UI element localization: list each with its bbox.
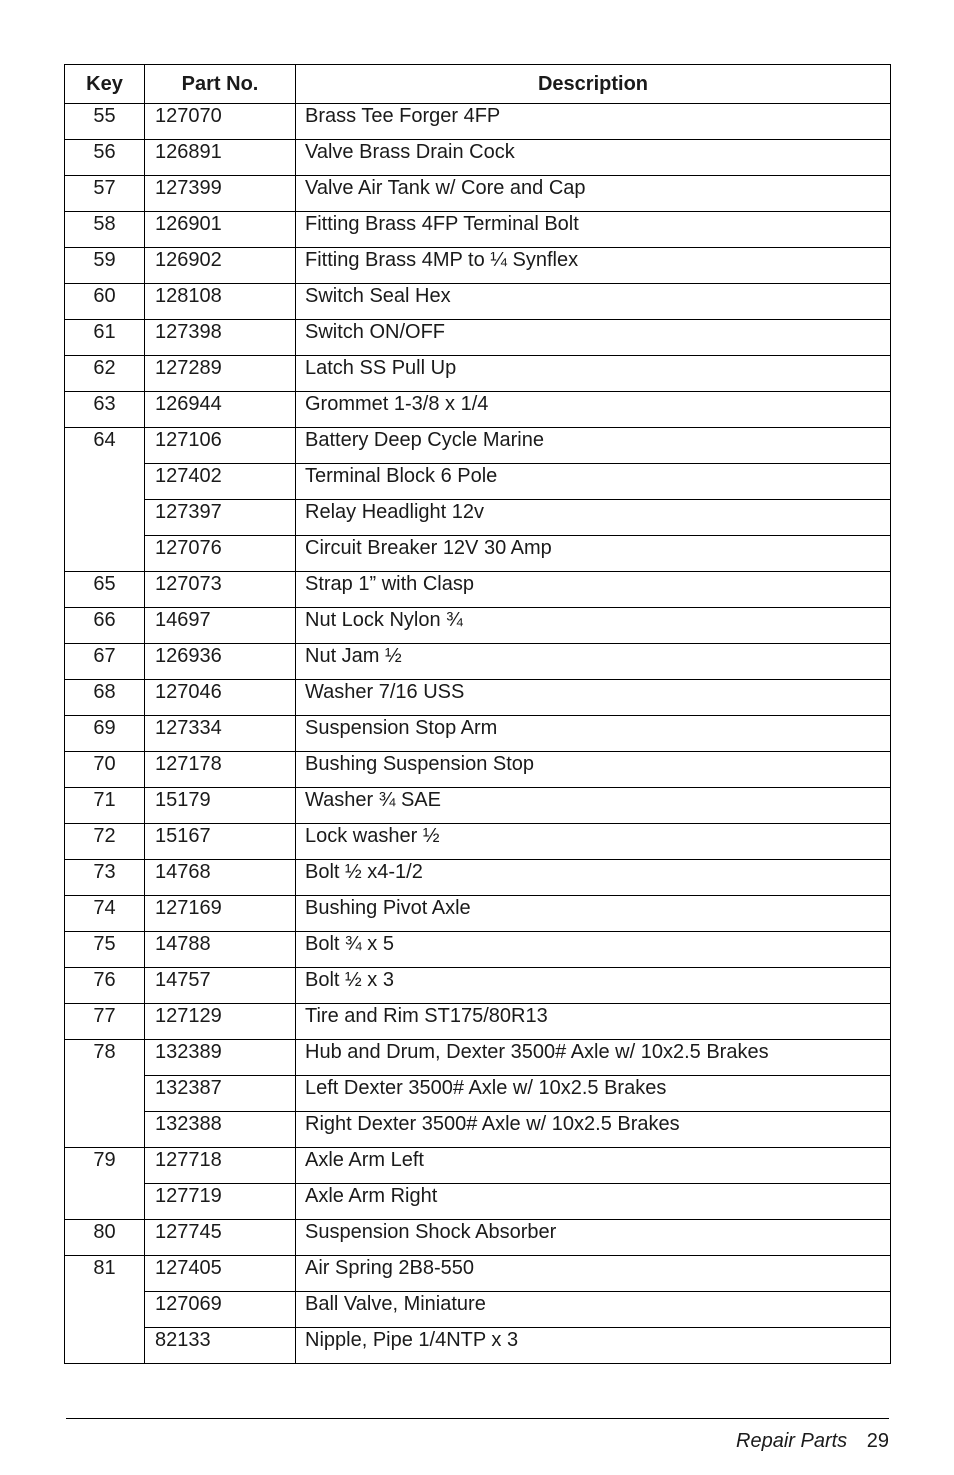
key-cell [65,1076,145,1112]
part-number-cell: 127070 [145,104,296,140]
table-row [65,104,891,140]
table-header-row [65,65,891,104]
key-cell: 64 [65,428,145,464]
table-row [65,248,891,284]
table-row [65,680,891,716]
description-cell: Bushing Pivot Axle [296,896,891,932]
key-cell [65,500,145,536]
table-row [65,1328,891,1364]
table-row [65,752,891,788]
table-row [65,968,891,1004]
description-cell: Air Spring 2B8-550 [296,1256,891,1292]
key-cell: 68 [65,680,145,716]
key-cell: 76 [65,968,145,1004]
description-cell: Brass Tee Forger 4FP [296,104,891,140]
key-column-header: Key [65,65,145,104]
part-number-cell: 14788 [145,932,296,968]
description-cell: Latch SS Pull Up [296,356,891,392]
part-number-cell: 14757 [145,968,296,1004]
description-cell: Suspension Shock Absorber [296,1220,891,1256]
description-cell: Washer 7/16 USS [296,680,891,716]
description-cell: Lock washer ½ [296,824,891,860]
key-cell: 67 [65,644,145,680]
key-cell: 55 [65,104,145,140]
description-column-header: Description [296,65,891,104]
table-row [65,1004,891,1040]
key-cell [65,1184,145,1220]
description-cell: Ball Valve, Miniature [296,1292,891,1328]
table-row [65,212,891,248]
table-row [65,464,891,500]
description-cell: Terminal Block 6 Pole [296,464,891,500]
table-row [65,1256,891,1292]
part-number-cell: 127069 [145,1292,296,1328]
description-cell: Switch Seal Hex [296,284,891,320]
key-cell: 75 [65,932,145,968]
part-number-cell: 15167 [145,824,296,860]
table-row [65,716,891,752]
key-cell: 56 [65,140,145,176]
part-number-cell: 127178 [145,752,296,788]
part-number-cell: 127169 [145,896,296,932]
table-row [65,932,891,968]
description-cell: Bushing Suspension Stop [296,752,891,788]
description-cell: Left Dexter 3500# Axle w/ 10x2.5 Brakes [296,1076,891,1112]
part-number-cell: 127106 [145,428,296,464]
description-cell: Relay Headlight 12v [296,500,891,536]
table-row [65,1184,891,1220]
key-cell: 63 [65,392,145,428]
part-number-cell: 127405 [145,1256,296,1292]
part-number-cell: 126944 [145,392,296,428]
key-cell: 60 [65,284,145,320]
key-cell: 79 [65,1148,145,1184]
table-row [65,1112,891,1148]
part-number-cell: 132389 [145,1040,296,1076]
description-cell: Axle Arm Right [296,1184,891,1220]
description-cell: Switch ON/OFF [296,320,891,356]
table-row [65,644,891,680]
key-cell: 72 [65,824,145,860]
table-row [65,1148,891,1184]
description-cell: Bolt ½ x 3 [296,968,891,1004]
table-row [65,284,891,320]
part-number-cell: 127334 [145,716,296,752]
part-number-cell: 127719 [145,1184,296,1220]
part-number-cell: 127402 [145,464,296,500]
key-cell [65,464,145,500]
part-number-cell: 127129 [145,1004,296,1040]
key-cell: 62 [65,356,145,392]
part-number-cell: 127289 [145,356,296,392]
table-row [65,572,891,608]
part-number-cell: 126902 [145,248,296,284]
part-number-cell: 127073 [145,572,296,608]
table-row [65,176,891,212]
key-cell: 73 [65,860,145,896]
table-row [65,824,891,860]
key-cell: 69 [65,716,145,752]
table-row [65,1076,891,1112]
part-number-cell: 127046 [145,680,296,716]
part-number-cell: 126891 [145,140,296,176]
description-cell: Bolt ½ x4-1/2 [296,860,891,896]
key-cell: 78 [65,1040,145,1076]
description-cell: Tire and Rim ST175/80R13 [296,1004,891,1040]
description-cell: Valve Brass Drain Cock [296,140,891,176]
table-row [65,788,891,824]
part-number-cell: 15179 [145,788,296,824]
parts-table [64,64,891,1364]
description-cell: Nipple, Pipe 1/4NTP x 3 [296,1328,891,1364]
footer-section-title: Repair Parts [736,1430,848,1452]
key-cell: 71 [65,788,145,824]
part-number-cell: 127399 [145,176,296,212]
description-cell: Strap 1” with Clasp [296,572,891,608]
part-number-cell: 127718 [145,1148,296,1184]
table-row [65,536,891,572]
description-cell: Battery Deep Cycle Marine [296,428,891,464]
part-number-cell: 128108 [145,284,296,320]
key-cell: 59 [65,248,145,284]
part-number-cell: 126901 [145,212,296,248]
part-number-cell: 82133 [145,1328,296,1364]
key-cell: 81 [65,1256,145,1292]
key-cell: 58 [65,212,145,248]
table-row [65,320,891,356]
table-row [65,356,891,392]
key-cell: 65 [65,572,145,608]
part-number-cell: 126936 [145,644,296,680]
description-cell: Right Dexter 3500# Axle w/ 10x2.5 Brakes [296,1112,891,1148]
key-cell [65,536,145,572]
key-cell: 74 [65,896,145,932]
table-row [65,140,891,176]
part-number-cell: 127076 [145,536,296,572]
part-number-cell: 132388 [145,1112,296,1148]
footer-rule [66,1418,889,1419]
description-cell: Valve Air Tank w/ Core and Cap [296,176,891,212]
table-row [65,500,891,536]
part-number-cell: 127745 [145,1220,296,1256]
description-cell: Hub and Drum, Dexter 3500# Axle w/ 10x2.5 Brakes [296,1040,891,1076]
description-cell: Axle Arm Left [296,1148,891,1184]
part-number-cell: 132387 [145,1076,296,1112]
table-row [65,860,891,896]
description-cell: Nut Jam ½ [296,644,891,680]
description-cell: Suspension Stop Arm [296,716,891,752]
table-row [65,608,891,644]
table-row [65,392,891,428]
key-cell [65,1328,145,1364]
key-cell [65,1112,145,1148]
description-cell: Circuit Breaker 12V 30 Amp [296,536,891,572]
table-row [65,1220,891,1256]
key-cell: 77 [65,1004,145,1040]
key-cell: 80 [65,1220,145,1256]
description-cell: Fitting Brass 4FP Terminal Bolt [296,212,891,248]
part-number-cell: 14697 [145,608,296,644]
key-cell: 57 [65,176,145,212]
part-number-cell: 14768 [145,860,296,896]
description-cell: Fitting Brass 4MP to ¼ Synflex [296,248,891,284]
table-row [65,1292,891,1328]
part-number-cell: 127398 [145,320,296,356]
table-row [65,428,891,464]
page-footer [736,1429,889,1453]
page-number: 29 [866,1430,889,1452]
key-cell: 61 [65,320,145,356]
part-number-cell: 127397 [145,500,296,536]
table-row [65,896,891,932]
parts-table-body [65,104,891,1364]
key-cell: 70 [65,752,145,788]
key-cell [65,1292,145,1328]
description-cell: Grommet 1-3/8 x 1/4 [296,392,891,428]
key-cell: 66 [65,608,145,644]
description-cell: Bolt ¾ x 5 [296,932,891,968]
table-row [65,1040,891,1076]
description-cell: Nut Lock Nylon ¾ [296,608,891,644]
part-number-column-header: Part No. [145,65,296,104]
description-cell: Washer ¾ SAE [296,788,891,824]
